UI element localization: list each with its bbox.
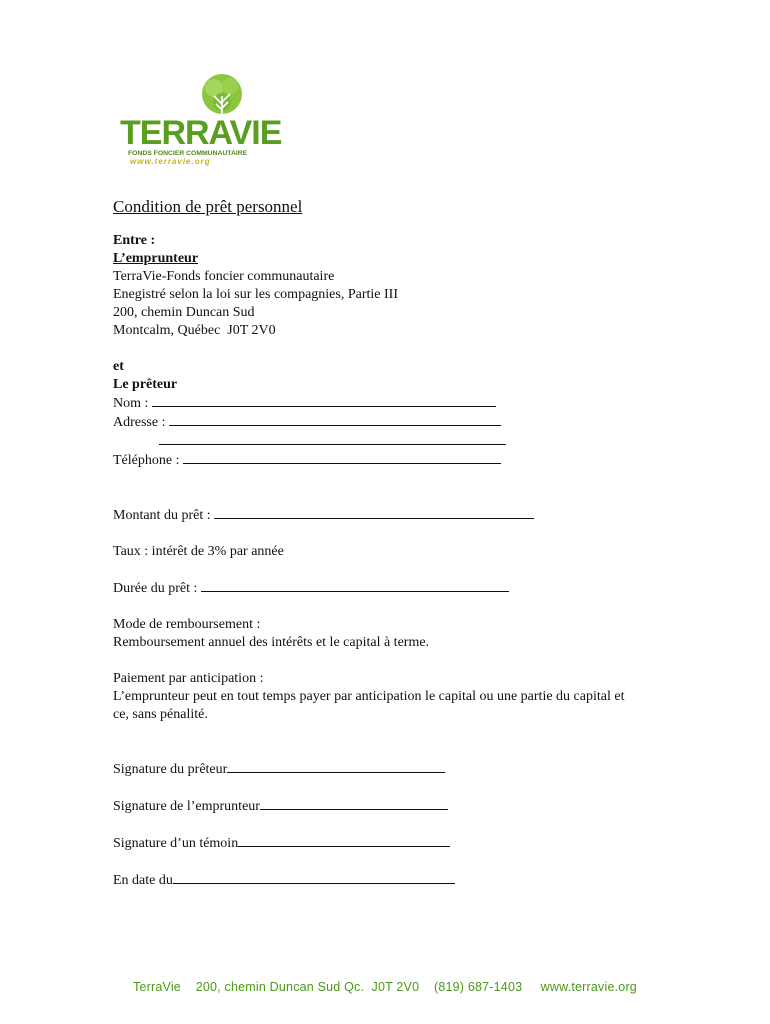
nom-field-line[interactable] (152, 394, 496, 407)
date-label: En date du (113, 873, 173, 888)
duree-label: Durée du prêt : (113, 581, 198, 596)
signature-emprunteur-label: Signature de l’emprunteur (113, 799, 260, 814)
entre-label: Entre : (113, 233, 156, 248)
taux-text: Taux : intérêt de 3% par année (113, 544, 284, 559)
date-row[interactable] (113, 871, 693, 890)
adresse-field-line[interactable] (169, 413, 501, 426)
signature-preteur-row[interactable] (113, 760, 693, 779)
preteur-heading: Le prêteur (113, 377, 178, 392)
adresse-row[interactable] (113, 413, 693, 432)
et-label: et (113, 359, 124, 374)
page-footer (0, 980, 770, 994)
signature-temoin-line[interactable] (238, 834, 450, 847)
emprunteur-line: Montcalm, Québec J0T 2V0 (113, 323, 276, 338)
document-body (113, 198, 693, 890)
telephone-field-line[interactable] (183, 451, 501, 464)
footer-phone: (819) 687-1403 (433, 980, 523, 994)
nom-label: Nom : (113, 396, 149, 411)
emprunteur-line: TerraVie-Fonds foncier communautaire (113, 269, 335, 284)
duree-row[interactable] (113, 579, 693, 598)
signature-emprunteur-row[interactable] (113, 797, 693, 816)
telephone-label: Téléphone : (113, 453, 180, 468)
date-line[interactable] (173, 871, 455, 884)
document-title: Condition de prêt personnel (113, 197, 303, 216)
emprunteur-line: 200, chemin Duncan Sud (113, 305, 255, 320)
paiement-heading: Paiement par anticipation : (113, 671, 264, 686)
paiement-text: L’emprunteur peut en tout temps payer par anticipation le capital ou une partie du capital et (113, 689, 625, 704)
emprunteur-heading: L’emprunteur (113, 251, 199, 266)
footer-org: TerraVie (133, 980, 181, 994)
adresse-row-2[interactable] (113, 432, 693, 451)
nom-row[interactable] (113, 394, 693, 413)
montant-row[interactable] (113, 506, 693, 525)
telephone-row[interactable] (113, 451, 693, 470)
logo-subtitle: FONDS FONCIER COMMUNAUTAIRE (128, 150, 248, 157)
signature-emprunteur-line[interactable] (260, 797, 448, 810)
signature-temoin-label: Signature d’un témoin (113, 836, 239, 851)
mode-heading: Mode de remboursement : (113, 617, 261, 632)
paiement-text-2: ce, sans pénalité. (113, 707, 208, 722)
adresse-label: Adresse : (113, 415, 166, 430)
adresse-field-line-2[interactable] (159, 432, 506, 445)
montant-label: Montant du prêt : (113, 508, 211, 523)
logo-website: www.terravie.org (130, 157, 211, 166)
signature-preteur-line[interactable] (227, 760, 445, 773)
footer-address: 200, chemin Duncan Sud Qc. J0T 2V0 (195, 980, 420, 994)
terravie-logo (118, 72, 282, 168)
emprunteur-line: Enegistré selon la loi sur les compagnies, Partie III (113, 287, 398, 302)
signature-temoin-row[interactable] (113, 834, 693, 853)
duree-field-line[interactable] (201, 579, 509, 592)
logo-wordmark: TERRAVIE (120, 114, 282, 152)
montant-field-line[interactable] (214, 506, 534, 519)
signature-preteur-label: Signature du prêteur (113, 762, 228, 777)
mode-text: Remboursement annuel des intérêts et le capital à terme. (113, 635, 430, 650)
footer-website[interactable]: www.terravie.org (540, 980, 637, 994)
